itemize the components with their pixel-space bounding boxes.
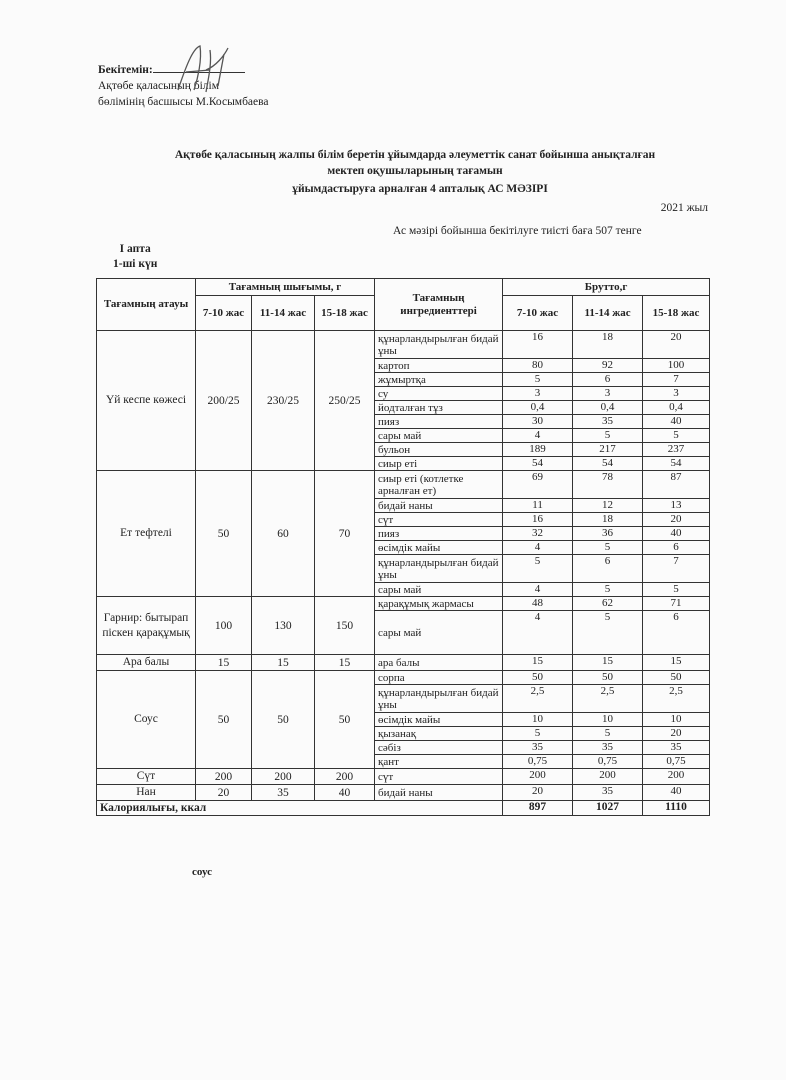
ingredient-name: сары май [375,583,503,597]
approval-line-2: бөлімінің басшысы М.Косымбаева [98,96,269,108]
yield-15-18: 150 [315,597,375,655]
ingredient-name: сиыр еті [375,457,503,471]
brutto-15-18: 10 [643,713,710,727]
brutto-7-10: 35 [503,741,573,755]
approval-line-1: Ақтөбе қаласының білім [98,80,219,92]
yield-11-14: 50 [252,671,315,769]
brutto-7-10: 189 [503,443,573,457]
brutto-7-10: 16 [503,331,573,359]
yield-7-10: 200/25 [196,331,252,471]
brutto-7-10: 5 [503,727,573,741]
ingredient-name: сары май [375,611,503,655]
doc-title-line-1: Ақтөбе қаласының жалпы білім беретін ұйымдарда әлеуметтік санат бойынша анықталған [174,149,656,161]
brutto-15-18: 6 [643,541,710,555]
brutto-15-18: 20 [643,513,710,527]
menu-body [97,331,710,801]
ingredient-name: қант [375,755,503,769]
brutto-7-10: 16 [503,513,573,527]
yield-11-14: 35 [252,785,315,801]
header-row-1 [97,279,710,296]
year: 2021 жыл [660,202,708,214]
ingredient-row [97,331,710,359]
brutto-11-14: 62 [573,597,643,611]
ingredient-name: бидай наны [375,785,503,801]
ingredient-row [97,785,710,801]
brutto-7-10: 5 [503,373,573,387]
ingredient-name: сиыр еті (котлетке арналған ет) [375,471,503,499]
calorie-11-14: 1027 [573,801,643,816]
header-brutto-age-11-14: 11-14 жас [573,296,643,331]
brutto-11-14: 35 [573,415,643,429]
dish-name: Үй кеспе көжесі [97,331,196,471]
brutto-11-14: 35 [573,741,643,755]
signature-image [158,40,248,96]
brutto-7-10: 4 [503,583,573,597]
brutto-7-10: 200 [503,769,573,785]
brutto-15-18: 2,5 [643,685,710,713]
ingredient-name: қарақұмық жармасы [375,597,503,611]
ingredient-row [97,671,710,685]
header-yield-age-11-14: 11-14 жас [252,296,315,331]
brutto-11-14: 5 [573,611,643,655]
doc-title-line-3: ұйымдастыруға арналған 4 апталық АС МӘЗІРІ [292,183,548,195]
dish-name: Сүт [97,769,196,785]
brutto-11-14: 5 [573,429,643,443]
brutto-15-18: 20 [643,331,710,359]
yield-11-14: 230/25 [252,331,315,471]
brutto-7-10: 4 [503,541,573,555]
brutto-15-18: 20 [643,727,710,741]
yield-11-14: 15 [252,655,315,671]
brutto-7-10: 50 [503,671,573,685]
brutto-7-10: 2,5 [503,685,573,713]
brutto-7-10: 20 [503,785,573,801]
calorie-label: Калориялығы, ккал [97,801,503,816]
brutto-11-14: 78 [573,471,643,499]
brutto-7-10: 69 [503,471,573,499]
brutto-7-10: 4 [503,429,573,443]
header-brutto-age-15-18: 15-18 жас [643,296,710,331]
footer-note: соус [192,866,213,878]
ingredient-name: сорпа [375,671,503,685]
brutto-15-18: 7 [643,555,710,583]
brutto-11-14: 18 [573,331,643,359]
ingredient-name: құнарландырылған бидай ұны [375,685,503,713]
price-note: Ас мәзірі бойынша бекітілуге тиісті баға 507 тенге [393,225,642,237]
ingredient-name: картоп [375,359,503,373]
brutto-11-14: 6 [573,373,643,387]
dish-name: Нан [97,785,196,801]
dish-name: Ара балы [97,655,196,671]
brutto-15-18: 200 [643,769,710,785]
dish-name: Гарнир: бытырап піскен қарақұмық [97,597,196,655]
brutto-15-18: 5 [643,583,710,597]
brutto-11-14: 217 [573,443,643,457]
brutto-11-14: 15 [573,655,643,671]
brutto-11-14: 36 [573,527,643,541]
dish-name: Ет тефтелі [97,471,196,597]
ingredient-name: қызанақ [375,727,503,741]
brutto-15-18: 40 [643,785,710,801]
brutto-15-18: 50 [643,671,710,685]
ingredient-row [97,471,710,499]
yield-11-14: 200 [252,769,315,785]
yield-15-18: 70 [315,471,375,597]
yield-15-18: 15 [315,655,375,671]
yield-11-14: 60 [252,471,315,597]
ingredient-row [97,655,710,671]
brutto-11-14: 18 [573,513,643,527]
week-label [113,242,157,272]
brutto-11-14: 12 [573,499,643,513]
brutto-11-14: 0,75 [573,755,643,769]
brutto-7-10: 30 [503,415,573,429]
brutto-11-14: 5 [573,541,643,555]
brutto-11-14: 35 [573,785,643,801]
brutto-11-14: 92 [573,359,643,373]
day-number: 1-ші күн [113,258,158,270]
brutto-15-18: 3 [643,387,710,401]
brutto-15-18: 71 [643,597,710,611]
ingredient-name: сүт [375,513,503,527]
ingredient-name: құнарландырылған бидай ұны [375,331,503,359]
brutto-15-18: 87 [643,471,710,499]
brutto-15-18: 40 [643,415,710,429]
ingredient-name: су [375,387,503,401]
ingredient-name: пияз [375,527,503,541]
approval-label: Бекітемін: [98,64,153,76]
header-dish-name: Тағамның атауы [97,279,196,331]
brutto-7-10: 54 [503,457,573,471]
brutto-7-10: 15 [503,655,573,671]
brutto-15-18: 15 [643,655,710,671]
week-number: І апта [119,243,151,255]
brutto-11-14: 6 [573,555,643,583]
yield-7-10: 50 [196,671,252,769]
brutto-11-14: 5 [573,727,643,741]
calorie-15-18: 1110 [643,801,710,816]
ingredient-name: сүт [375,769,503,785]
brutto-7-10: 11 [503,499,573,513]
calorie-7-10: 897 [503,801,573,816]
ingredient-row [97,597,710,611]
ingredient-name: сәбіз [375,741,503,755]
brutto-15-18: 0,4 [643,401,710,415]
header-yield-age-7-10: 7-10 жас [196,296,252,331]
brutto-15-18: 54 [643,457,710,471]
brutto-15-18: 0,75 [643,755,710,769]
ingredient-name: пияз [375,415,503,429]
brutto-7-10: 32 [503,527,573,541]
brutto-7-10: 48 [503,597,573,611]
ingredient-name: бидай наны [375,499,503,513]
header-yield-age-15-18: 15-18 жас [315,296,375,331]
brutto-11-14: 10 [573,713,643,727]
header-ingredients: Тағамның ингредиенттері [375,279,503,331]
ingredient-name: жұмыртқа [375,373,503,387]
header-brutto-age-7-10: 7-10 жас [503,296,573,331]
brutto-11-14: 54 [573,457,643,471]
header-brutto: Брутто,г [503,279,710,296]
ingredient-row [97,769,710,785]
yield-7-10: 20 [196,785,252,801]
ingredient-name: өсімдік майы [375,541,503,555]
ingredient-name: ара балы [375,655,503,671]
brutto-7-10: 10 [503,713,573,727]
brutto-7-10: 3 [503,387,573,401]
brutto-7-10: 0,4 [503,401,573,415]
ingredient-name: құнарландырылған бидай ұны [375,555,503,583]
ingredient-name: өсімдік майы [375,713,503,727]
yield-15-18: 200 [315,769,375,785]
brutto-7-10: 4 [503,611,573,655]
brutto-11-14: 200 [573,769,643,785]
brutto-15-18: 237 [643,443,710,457]
dish-name: Соус [97,671,196,769]
yield-7-10: 100 [196,597,252,655]
brutto-15-18: 6 [643,611,710,655]
doc-title-line-2: мектеп оқушыларының тағамын [327,165,503,177]
menu-table [96,278,710,816]
brutto-11-14: 3 [573,387,643,401]
yield-7-10: 200 [196,769,252,785]
header-yield: Тағамның шығымы, г [196,279,375,296]
brutto-7-10: 5 [503,555,573,583]
yield-15-18: 250/25 [315,331,375,471]
yield-15-18: 50 [315,671,375,769]
yield-7-10: 15 [196,655,252,671]
brutto-11-14: 0,4 [573,401,643,415]
brutto-15-18: 7 [643,373,710,387]
brutto-15-18: 100 [643,359,710,373]
brutto-7-10: 80 [503,359,573,373]
brutto-15-18: 5 [643,429,710,443]
yield-7-10: 50 [196,471,252,597]
yield-11-14: 130 [252,597,315,655]
brutto-15-18: 13 [643,499,710,513]
calorie-row [97,801,710,816]
brutto-15-18: 40 [643,527,710,541]
ingredient-name: бульон [375,443,503,457]
brutto-11-14: 2,5 [573,685,643,713]
brutto-15-18: 35 [643,741,710,755]
yield-15-18: 40 [315,785,375,801]
brutto-11-14: 50 [573,671,643,685]
brutto-7-10: 0,75 [503,755,573,769]
ingredient-name: йодталған тұз [375,401,503,415]
brutto-11-14: 5 [573,583,643,597]
ingredient-name: сары май [375,429,503,443]
